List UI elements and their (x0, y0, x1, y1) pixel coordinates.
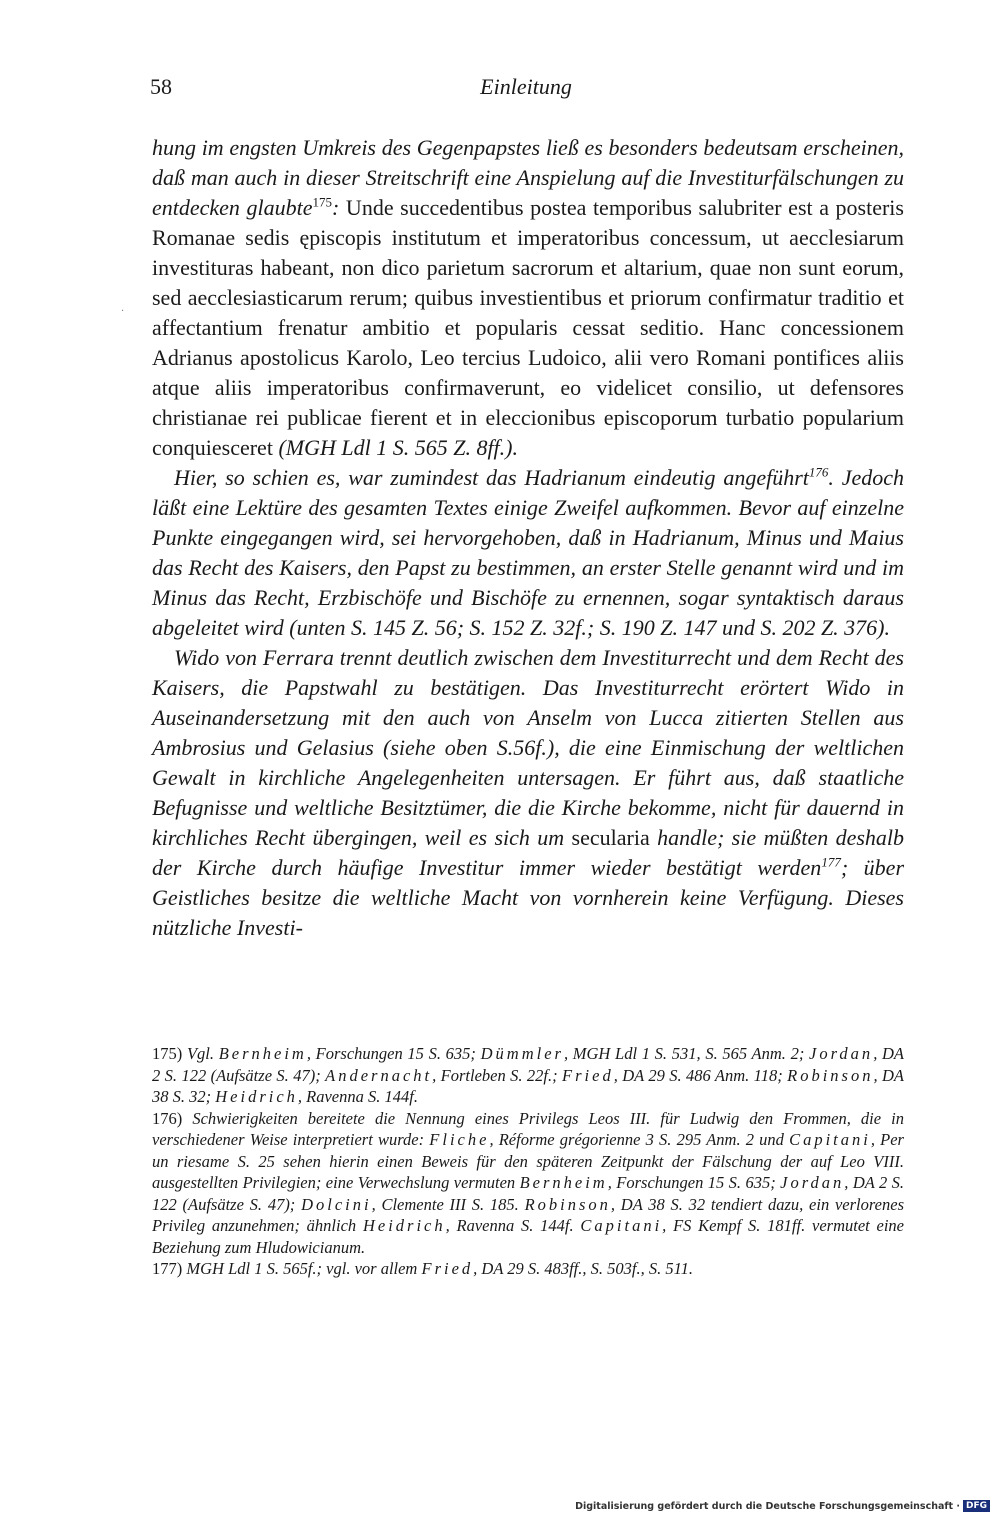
footnote-ref-177: 177 (821, 854, 841, 870)
footnote-text: , DA 38 S. 32 tendiert dazu, ein verlorenes Privileg anzunehmen; ähnlich (152, 1194, 904, 1235)
footnote-text: MGH Ldl 1 S. 565f.; vgl. vor allem (182, 1259, 422, 1278)
author-name: Andernacht (325, 1065, 433, 1085)
author-name: Capitani (580, 1216, 663, 1235)
footnote-text: , Fortleben S. 22f.; (432, 1065, 563, 1085)
footnote-text: , Clemente III S. 185. (371, 1194, 525, 1214)
author-name: Bernheim (218, 1044, 307, 1063)
page-header (150, 74, 902, 104)
footnote-text: , MGH Ldl 1 S. 531, S. 565 Anm. 2; (563, 1044, 810, 1063)
main-text (152, 133, 904, 943)
footnote-ref-176: 176 (808, 464, 829, 480)
author-name: Jordan (780, 1173, 845, 1192)
text-span: : (332, 195, 340, 220)
footnote-text: , DA 38 S. 32; (152, 1065, 904, 1106)
footnote-text: , Forschungen 15 S. 635; (607, 1173, 781, 1192)
margin-mark: ‧ (121, 306, 125, 317)
text-span: ; über Geistliches besitze die weltliche Macht von vornherein keine Verfügung. Dieses nützliche Investi- (152, 855, 905, 940)
footnote-175 (152, 1043, 904, 1108)
author-name: Fried (562, 1065, 614, 1085)
footnote-ref-175: 175 (312, 194, 333, 210)
text-span: handle; sie müßten deshalb der Kirche durch häufige Investitur immer wieder bestätigt werden (152, 825, 905, 880)
running-title: Einleitung (480, 74, 572, 99)
footnote-text: , DA 29 S. 486 Anm. 118; (613, 1065, 788, 1085)
text-span: . Jedoch läßt eine Lektüre des gesamten Textes einige Zweifel aufkommen. Bevor auf einzelne Punkte eingegangen wird, sei hervorgehoben, daß in Hadrianum, Minus und Maius das Recht des Kaisers, den Papst zu bestimmen, an erster Stelle genannt wird und im Minus das Recht, Erzbischöfe und Bischöfe zu ernennen, sogar syntaktisch daraus abgeleitet wird (unten S. 145 Z. 56; S. 152 Z. 32f.; S. 190 Z. 147 und S. 202 Z. 376). (152, 465, 904, 640)
paragraph-2 (152, 463, 904, 643)
author-name: Fliche (429, 1130, 490, 1149)
footnote-text: Vgl. (182, 1044, 219, 1063)
footnote-text: , FS Kempf S. 181ff. vermutet eine Beziehung zum Hludowicianum. (152, 1216, 904, 1257)
author-name: Robinson (787, 1065, 874, 1085)
author-name: Jordan (809, 1044, 874, 1063)
text-span: hung im engsten Umkreis des Gegenpapstes ließ es besonders bedeutsam erscheinen, daß man auch in dieser Streitschrift eine Anspielung auf die Investiturfälschungen zu entdecken glaubte (152, 135, 904, 220)
author-name: Bernheim (519, 1173, 608, 1192)
credit-text: Digitalisierung gefördert durch die Deutsche Forschungsgemeinschaft · (575, 1500, 960, 1512)
footnote-number: 176) (152, 1108, 183, 1128)
paragraph-1 (152, 133, 904, 463)
text-span: Hier, so schien es, war zumindest das Hadrianum eindeutig angeführt (174, 465, 809, 490)
footnote-text: , Ravenna S. 144f. (297, 1087, 418, 1106)
author-name: Fried (421, 1259, 474, 1278)
author-name: Dümmler (480, 1044, 564, 1063)
digitization-credit (575, 1500, 990, 1512)
footnote-text: , DA 29 S. 483ff., S. 503f., S. 511. (473, 1259, 694, 1278)
footnote-text: Schwierigkeiten bereitete die Nennung eines Privilegs Leos III. für Ludwig den Frommen, die in verschiedener Weise interpretiert wurde: (152, 1108, 904, 1149)
footnote-text: , Réforme grégorienne 3 S. 295 Anm. 2 und (489, 1130, 790, 1149)
footnote-text: , Ravenna S. 144f. (445, 1216, 581, 1235)
author-name: Dolcini (301, 1194, 372, 1214)
footnote-text: , Forschungen 15 S. 635; (306, 1044, 481, 1063)
footnote-176 (152, 1108, 904, 1259)
footnote-177 (152, 1258, 904, 1280)
author-name: Capitani (789, 1130, 871, 1149)
dfg-logo-icon: DFG (963, 1500, 990, 1512)
footnote-text: , Per un riesame S. 25 sehen hierin einen Beweis für den späteren Zeitpunkt der Fälschung der auf Leo VIII. ausgestellten Privilegien; eine Verwechslung vermuten (152, 1130, 904, 1192)
footnote-text: , DA 2 S. 122 (Aufsätze S. 47); (152, 1044, 904, 1085)
latin-quote: Unde succedentibus postea temporibus salubriter est a posteris Romanae sedis ępiscopis institutum et imperatoribus concessum, ut aecclesiarum investituras habeant, non dico parietum sacrorum et altarium, quae non sunt eorum, sed aecclesiasticarum rerum; quibus investientibus et priorum confirmatur traditio et affectantium frenatur ambitio et popularis cessat seditio. Hanc concessionem Adrianus apostolicus Karolo, Leo tercius Ludoico, alii vero Romani pontifices aliis atque aliis imperatoribus confirmaverunt, eo videlicet consilio, ut defensores christianae rei publicae fierent et in eleccionibus episcoporum turbatio popularium conquiesceret (152, 195, 904, 460)
author-name: Heidrich (215, 1087, 298, 1106)
footnote-number: 175) (152, 1044, 183, 1063)
citation: (MGH Ldl 1 S. 565 Z. 8ff.). (272, 435, 518, 460)
footnote-number: 177) (152, 1259, 183, 1278)
footnote-text: , DA 2 S. 122 (Aufsätze S. 47); (152, 1173, 904, 1214)
author-name: Robinson (524, 1194, 611, 1214)
author-name: Heidrich (362, 1216, 446, 1235)
latin-word: secularia (564, 825, 658, 850)
text-span: Wido von Ferrara trennt deutlich zwischen dem Investiturrecht und dem Recht des Kaisers, die Papstwahl zu bestätigen. Das Investiturrecht erörtert Wido in Auseinandersetzung mit den auch von Anselm von Lucca zitierten Stellen aus Ambrosius und Gelasius (siehe oben S.56f.), die eine Einmischung der weltlichen Gewalt in kirchliche Angelegenheiten untersagen. Er führt aus, daß staatliche Befugnisse und weltliche Besitztümer, die die Kirche bekomme, nicht für dauernd in kirchliches Recht übergingen, weil es sich um (152, 645, 904, 850)
paragraph-3 (152, 643, 904, 943)
footnotes (152, 1043, 904, 1280)
page-number: 58 (150, 74, 172, 99)
